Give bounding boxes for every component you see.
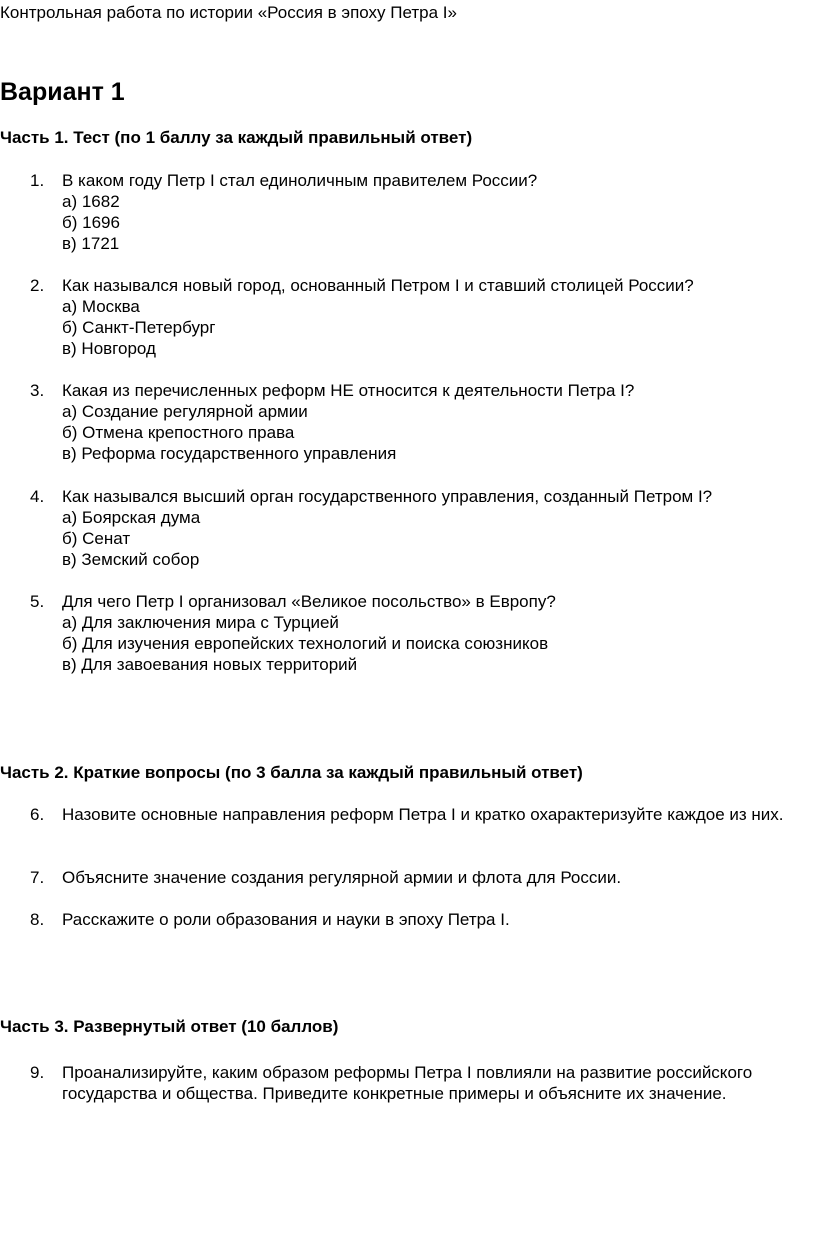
answer-option-b: б) Для изучения европейских технологий и поиска союзников	[62, 634, 549, 653]
question-number: 7.	[30, 868, 45, 887]
question-text: Проанализируйте, каким образом реформы Петра I повлияли на развитие российского государства и общества. Приведите конкретные примеры и объясните их значение.	[62, 1063, 753, 1103]
question-text: Какая из перечисленных реформ НЕ относится к деятельности Петра I?	[62, 381, 635, 400]
question-number: 4.	[30, 487, 45, 506]
part1-heading: Часть 1. Тест (по 1 баллу за каждый правильный ответ)	[0, 128, 473, 147]
answer-option-a: а) Создание регулярной армии	[62, 402, 308, 421]
part2-heading: Часть 2. Краткие вопросы (по 3 балла за каждый правильный ответ)	[0, 763, 583, 782]
question-text: Как назывался новый город, основанный Петром I и ставший столицей России?	[62, 276, 694, 295]
answer-option-a: а) Москва	[62, 297, 140, 316]
question-number: 5.	[30, 592, 45, 611]
question-body	[62, 1062, 814, 1104]
question-number: 6.	[30, 805, 45, 824]
question-text: Объясните значение создания регулярной армии и флота для России.	[62, 868, 622, 887]
question-body	[62, 170, 814, 254]
question-text: Назовите основные направления реформ Петра I и кратко охарактеризуйте каждое из них.	[62, 805, 784, 824]
question-body	[62, 867, 814, 888]
answer-option-b: б) Сенат	[62, 529, 131, 548]
question-text: Как назывался высший орган государственного управления, созданный Петром I?	[62, 487, 713, 506]
question-number: 2.	[30, 276, 45, 295]
answer-option-a: а) 1682	[62, 192, 120, 211]
question-number: 1.	[30, 171, 45, 190]
answer-option-c: в) Для завоевания новых территорий	[62, 655, 358, 674]
question-body	[62, 591, 814, 675]
question-number: 9.	[30, 1063, 45, 1082]
answer-option-b: б) Отмена крепостного права	[62, 423, 295, 442]
answer-option-b: б) Санкт-Петербург	[62, 318, 216, 337]
question-body	[62, 486, 814, 570]
document-title: Контрольная работа по истории «Россия в эпоху Петра I»	[0, 3, 457, 22]
question-body	[62, 380, 814, 464]
answer-option-a: а) Для заключения мира с Турцией	[62, 613, 339, 632]
answer-option-c: в) Новгород	[62, 339, 156, 358]
answer-option-a: а) Боярская дума	[62, 508, 201, 527]
answer-option-b: б) 1696	[62, 213, 120, 232]
part3-heading: Часть 3. Развернутый ответ (10 баллов)	[0, 1017, 339, 1036]
question-body	[62, 909, 814, 930]
question-text: Для чего Петр I организовал «Великое посольство» в Европу?	[62, 592, 556, 611]
question-number: 3.	[30, 381, 45, 400]
answer-option-c: в) Реформа государственного управления	[62, 444, 397, 463]
answer-option-c: в) Земский собор	[62, 550, 200, 569]
question-text: Расскажите о роли образования и науки в эпоху Петра I.	[62, 910, 510, 929]
question-body	[62, 275, 814, 359]
answer-option-c: в) 1721	[62, 234, 120, 253]
question-number: 8.	[30, 910, 45, 929]
question-body	[62, 804, 814, 825]
question-text: В каком году Петр I стал единоличным правителем России?	[62, 171, 538, 190]
variant-heading: Вариант 1	[0, 78, 125, 106]
